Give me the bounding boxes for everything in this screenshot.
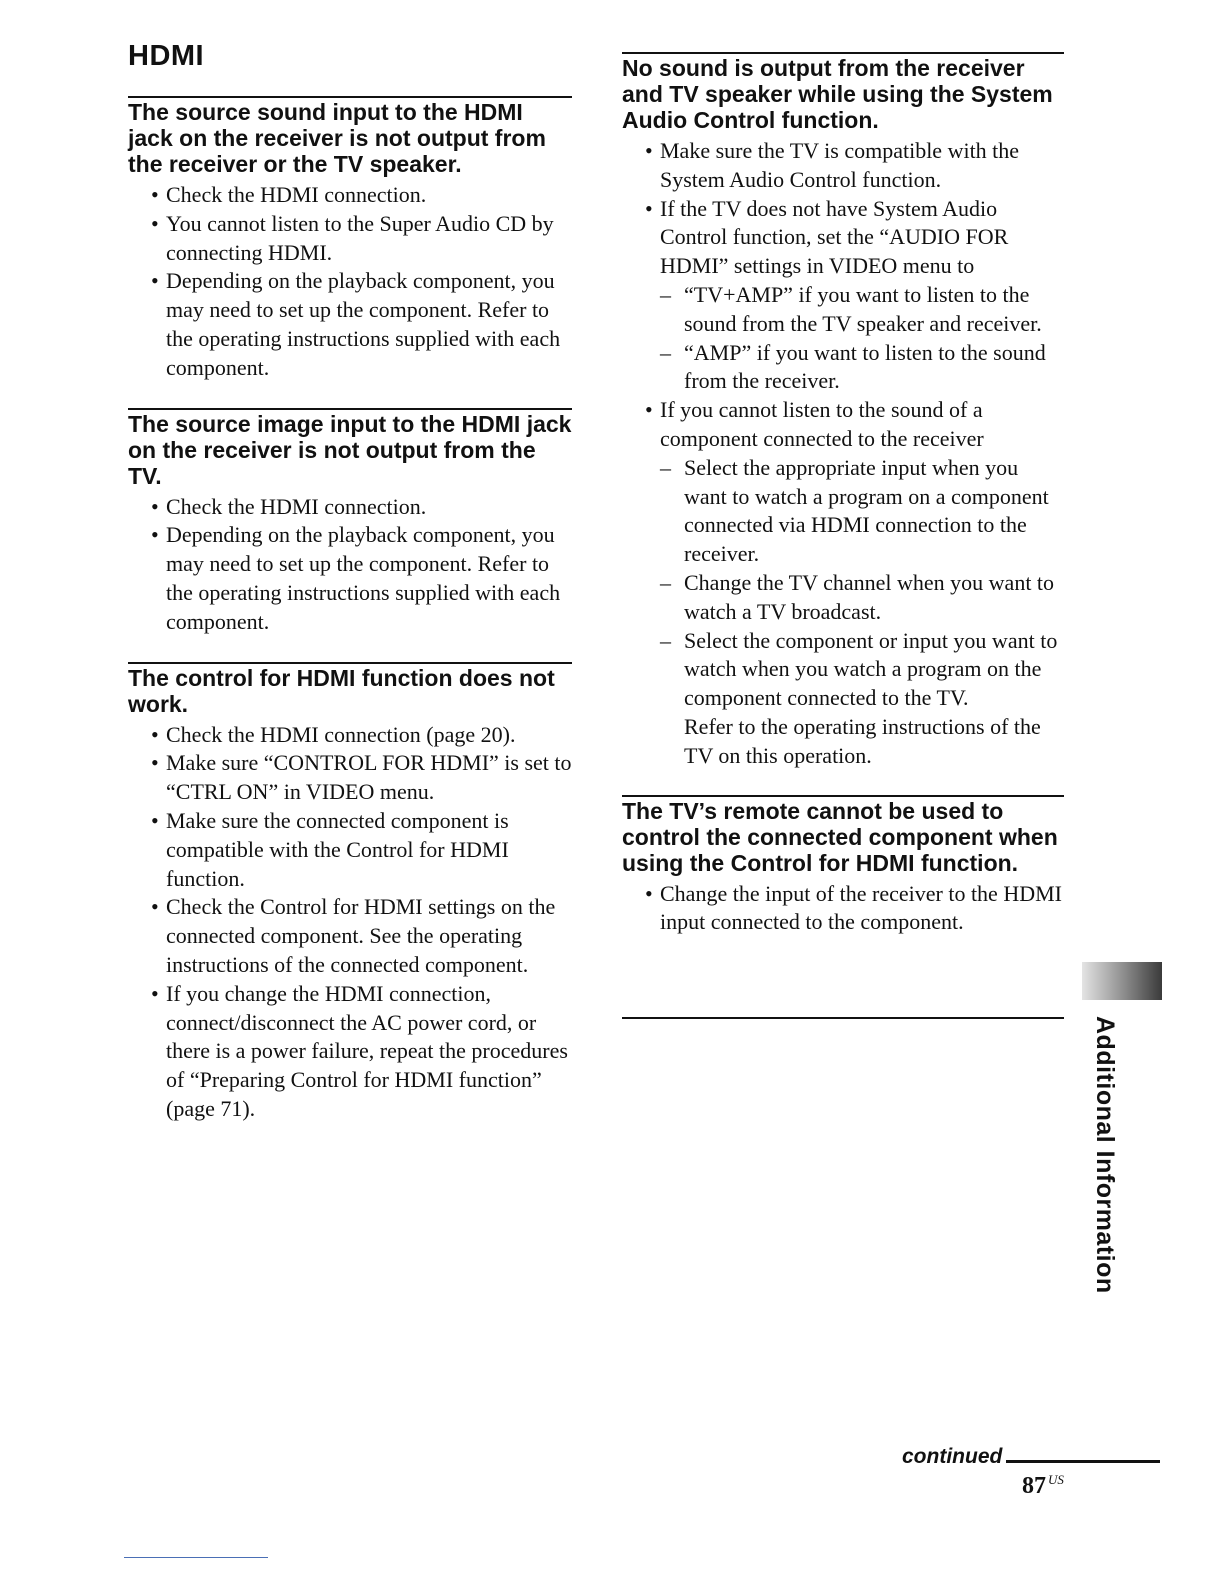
bullet-list xyxy=(128,181,572,383)
list-item: • If you change the HDMI connection, connect/disconnect the AC power cord, or there is a power failure, repeat the procedures of “Preparing Control for HDMI function” (page 71). xyxy=(128,980,572,1124)
list-item xyxy=(622,195,1064,397)
sub-list-item: – “AMP” if you want to listen to the sound from the receiver. xyxy=(660,339,1064,397)
troubleshoot-block-3 xyxy=(128,662,572,1124)
list-item: • You cannot listen to the Super Audio CD by connecting HDMI. xyxy=(128,210,572,268)
troubleshoot-block-1 xyxy=(128,96,572,383)
sub-list xyxy=(660,281,1064,396)
list-item: • Depending on the playback component, you may need to set up the component. Refer to the operating instructions supplied with each component. xyxy=(128,521,572,636)
page-number-suffix: US xyxy=(1048,1472,1064,1487)
list-item: • Check the HDMI connection (page 20). xyxy=(128,721,572,750)
list-item xyxy=(622,396,1064,770)
troubleshoot-block-4 xyxy=(622,52,1064,771)
bullet-list xyxy=(128,493,572,637)
list-item: • Check the Control for HDMI settings on the connected component. See the operating instructions of the connected component. xyxy=(128,893,572,979)
troubleshoot-block-5 xyxy=(622,795,1064,938)
bullet-list xyxy=(128,721,572,1124)
list-item: • Depending on the playback component, you may need to set up the component. Refer to the operating instructions supplied with each component. xyxy=(128,267,572,382)
list-item: • Make sure the connected component is compatible with the Control for HDMI function. xyxy=(128,807,572,893)
list-item: • Make sure “CONTROL FOR HDMI” is set to “CTRL ON” in VIDEO menu. xyxy=(128,749,572,807)
sub-list xyxy=(660,454,1064,771)
right-column xyxy=(622,52,1064,937)
bullet-list xyxy=(622,880,1064,938)
list-item: • Make sure the TV is compatible with the System Audio Control function. xyxy=(622,137,1064,195)
sub-list-item xyxy=(660,627,1064,771)
list-item-text: • If the TV does not have System Audio Control function, set the “AUDIO FOR HDMI” settings in VIDEO menu to xyxy=(660,195,1009,279)
block-heading: The control for HDMI function does not work. xyxy=(128,662,572,717)
block-heading: The source image input to the HDMI jack on the receiver is not output from the TV. xyxy=(128,408,572,489)
column-end-rule xyxy=(622,1017,1064,1019)
list-item: • Change the input of the receiver to the HDMI input connected to the component. xyxy=(622,880,1064,938)
bullet-list xyxy=(622,137,1064,771)
block-heading: The source sound input to the HDMI jack on the receiver is not output from the receiver or the TV speaker. xyxy=(128,96,572,177)
section-title: HDMI xyxy=(128,40,205,72)
block-heading: The TV’s remote cannot be used to control the connected component when using the Control for HDMI function. xyxy=(622,795,1064,876)
page-number-value: 87 xyxy=(1022,1473,1046,1499)
sub-list-item: – Change the TV channel when you want to watch a TV broadcast. xyxy=(660,569,1064,627)
left-column xyxy=(128,96,572,1124)
sub-list-item: – Select the appropriate input when you want to watch a program on a component connected via HDMI connection to the receiver. xyxy=(660,454,1064,569)
list-item: • Check the HDMI connection. xyxy=(128,181,572,210)
side-tab-label: Additional Information xyxy=(1091,1016,1119,1294)
troubleshoot-block-2 xyxy=(128,408,572,637)
sub-list-item: – “TV+AMP” if you want to listen to the sound from the TV speaker and receiver. xyxy=(660,281,1064,339)
footer-rule xyxy=(124,1557,268,1558)
sub-list-item-text: Select the component or input you want to watch when you watch a program on the component connected to the TV. xyxy=(684,627,1058,711)
sub-list-note: Refer to the operating instructions of the TV on this operation. xyxy=(684,713,1041,768)
block-heading: No sound is output from the receiver and TV speaker while using the System Audio Control function. xyxy=(622,52,1064,133)
list-item-text: • If you cannot listen to the sound of a component connected to the receiver xyxy=(660,397,984,451)
page-number xyxy=(1022,1472,1064,1500)
list-item: • Check the HDMI connection. xyxy=(128,493,572,522)
continued-label: continued xyxy=(902,1445,1003,1468)
continued-line xyxy=(1006,1460,1160,1463)
section-tab-marker xyxy=(1082,962,1162,1000)
